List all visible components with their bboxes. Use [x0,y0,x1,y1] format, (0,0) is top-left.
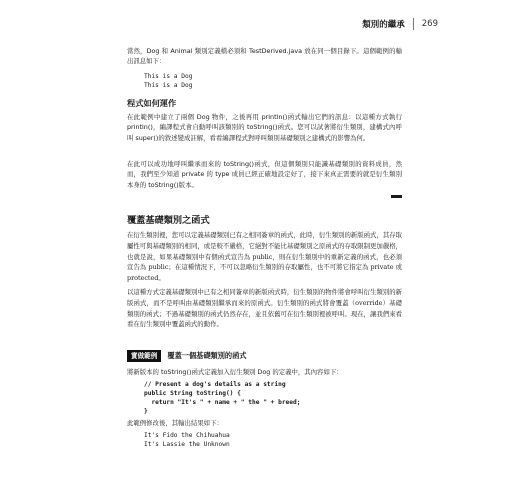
section-heading-how-it-works: 程式如何運作 [127,98,177,108]
paragraph-output-intro: 此範例修改後，其輸出結果如下： [127,419,223,427]
code-line: This is a Dog [144,73,193,80]
paragraph-add-tostring: 將新版本的 toString()函式定義加入衍生類別 Dog 的定義中，其內容如下： [127,368,343,376]
example-title: 覆蓋一個基礎類別的函式 [167,351,247,360]
paragraph-how-it-works: 在此範例中建立了兩個 Dog 物件，之後再用 println()函式輸出它們的訊息：以這種方式執行 println()，編譯程式會自動呼叫該類別的 toString()函式。您可以試著將衍生類別，建構式內呼叫 super()的敘述變成註解，看看編譯程式對呼叫類別基礎類別之建構式的影響為何。 [127,113,402,142]
running-header [362,17,438,31]
paragraph-tostring: 在此可以成功地呼叫繼承而來的 toString()函式，但這個類別只能識基礎類別的資料成員，然而，我們至少知道 private 的 type 成員已經正確地設定好了，接下來真正需要的就是衍生類別本身的 toString()版本。 [127,160,402,189]
chapter-title: 類別的繼承 [362,20,405,30]
code-line: return "It's " + name + " the " + breed; [144,399,301,406]
example-badge: 實做範例 [127,350,161,362]
example-header [127,350,246,362]
code-line: It's Fido the Chihuahua [144,432,230,439]
code-line: It's Lassie the Unknown [144,441,230,448]
code-block-tostring [144,380,300,416]
output-block-1 [144,72,192,90]
code-line: } [144,408,148,415]
code-line: // Present a dog's details as a string [144,381,286,388]
paragraph-override-behavior: 以這種方式定義基礎類別中已有之相同簽章的新版函式時，衍生類別的物件將會呼叫衍生類別的新版函式，而不是呼叫由基礎類別繼承而來的原函式。衍生類別的函式將會覆蓋（override）基礎類別的函式；不過基礎類別的函式仍然存在，並且依舊可在衍生類別裡被呼叫。現在，讓我們來看看在衍生類別中覆蓋函式的動作。 [127,288,402,329]
paragraph-override-rules: 在衍生類別裡，您可以定義基礎類別已有之相同簽章的函式，此時，衍生類別的新版函式，其存取屬性可與基礎類別的相同，或是較不嚴格，它絕對不能比基礎類別之原函式的存取限制更加嚴格，也就是說，如果基礎類別中有個函式宣告為 public，則在衍生類別中的重新定義的函式，也必須宣告為 public；在這種情況下，不可以忽略衍生類別的存取屬性，也不可將它指定為 private 或 protected。 [127,231,402,283]
page-number: 269 [421,19,438,29]
paragraph-intro: 當然，Dog 和 Animal 類別定義檔必須和 TestDerived.java 放在同一個目錄下。這個範例的輸出訊息如下： [127,47,402,66]
code-line: public String toString() { [144,390,241,397]
code-line: This is a Dog [144,82,193,89]
section-heading-override: 覆蓋基礎類別之函式 [127,215,210,226]
section-end-mark [391,195,402,198]
output-block-2 [144,431,230,449]
header-divider [413,18,414,30]
